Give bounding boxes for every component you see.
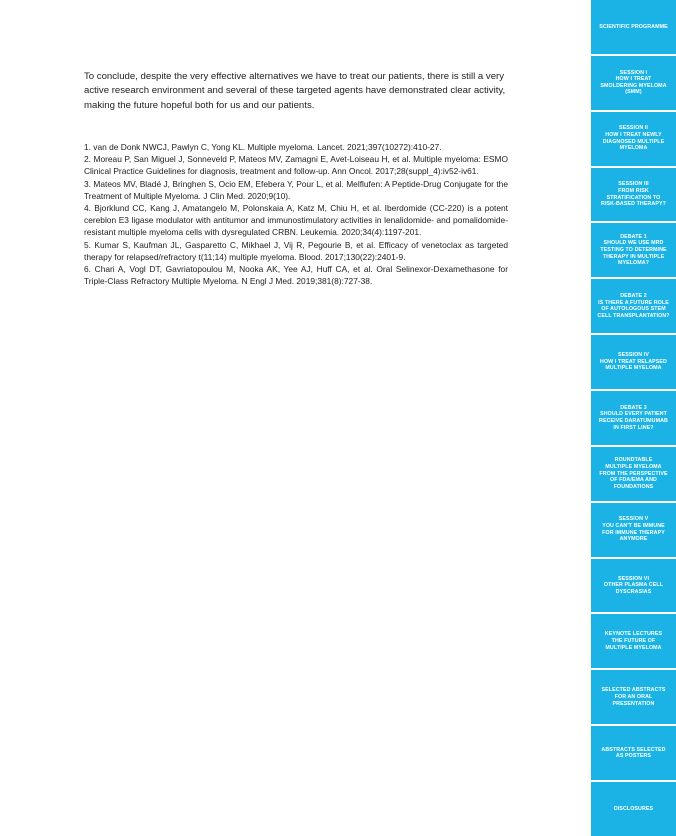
nav-roundtable[interactable]: ROUNDTABLE MULTIPLE MYELOMA FROM THE PERSPECTIVE OF FDA/EMA AND FOUNDATIONS xyxy=(591,447,676,501)
reference-item: 6. Chari A, Vogl DT, Gavriatopoulou M, Nooka AK, Yee AJ, Huff CA, et al. Oral Selinexor-Dexamethasone for Triple-Class Refractory Multiple Myeloma. N Engl J Med. 2019;381(8):727-38. xyxy=(84,263,508,287)
reference-item: 1. van de Donk NWCJ, Pawlyn C, Yong KL. Multiple myeloma. Lancet. 2021;397(10272):410-27. xyxy=(84,141,442,152)
nav-session-2[interactable]: SESSION II HOW I TREAT NEWLY DIAGNOSED MULTIPLE MYELOMA xyxy=(591,112,676,166)
nav-abstracts-posters[interactable]: ABSTRACTS SELECTED AS POSTERS xyxy=(591,726,676,780)
nav-session-3[interactable]: SESSION III FROM RISK STRATIFICATION TO RISK-BASED THERAPY? xyxy=(591,168,676,222)
nav-scientific-programme[interactable]: SCIENTIFIC PROGRAMME xyxy=(591,0,676,54)
reference-list xyxy=(84,141,508,287)
page-body xyxy=(84,70,508,287)
nav-disclosures[interactable]: DISCLOSURES xyxy=(591,782,676,836)
programme-sidebar xyxy=(591,0,676,836)
conclusion-paragraph: To conclude, despite the very effective alternatives we have to treat our patients, there is still a very active research environment and several of these targeted agents have demonstrated clear activity, making the future hopeful both for us and our patients. xyxy=(84,71,506,111)
nav-session-6[interactable]: SESSION VI OTHER PLASMA CELL DYSCRASIAS xyxy=(591,559,676,613)
nav-debate-1[interactable]: DEBATE 1 SHOULD WE USE MRD TESTING TO DETERMINE THERAPY IN MULTIPLE MYELOMA? xyxy=(591,223,676,277)
nav-debate-3[interactable]: DEBATE 3 SHOULD EVERY PATIENT RECEIVE DARATUMUMAB IN FIRST LINE? xyxy=(591,391,676,445)
nav-session-5[interactable]: SESSION V YOU CAN'T BE IMMUNE FOR IMMUNE THERAPY ANYMORE xyxy=(591,503,676,557)
reference-item: 5. Kumar S, Kaufman JL, Gasparetto C, Mikhael J, Vij R, Pegourie B, et al. Efficacy of venetoclax as targeted therapy for relapsed/refractory t(11;14) multiple myeloma. Blood. 2017;130(22):2401-9. xyxy=(84,239,508,262)
nav-keynote-lectures[interactable]: KEYNOTE LECTURES THE FUTURE OF MULTIPLE MYELOMA xyxy=(591,614,676,668)
reference-item: 3. Mateos MV, Bladé J, Bringhen S, Ocio EM, Efebera Y, Pour L, et al. Melflufen: A Peptide-Drug Conjugate for the Treatment of Multiple Myeloma. J Clin Med. 2020;9(10). xyxy=(84,178,508,201)
reference-item: 4. Bjorklund CC, Kang J, Amatangelo M, Polonskaia A, Katz M, Chiu H, et al. Iberdomide (CC-220) is a potent cereblon E3 ligase modulator with antitumor and immunostimulatory activities in lenalidomide- and pomalidomide-resistant multiple myeloma cells with dysregulated CRBN. Leukemia. 2020;34(4):1197-201. xyxy=(84,202,508,238)
nav-debate-2[interactable]: DEBATE 2 IS THERE A FUTURE ROLE OF AUTOLOGOUS STEM CELL TRANSPLANTATION? xyxy=(591,279,676,333)
reference-item: 2. Moreau P, San Miguel J, Sonneveld P, Mateos MV, Zamagni E, Avet-Loiseau H, et al. Multiple myeloma: ESMO Clinical Practice Guidelines for diagnosis, treatment and follow-up. Ann Oncol. 2017;28(suppl_4):iv52-iv61. xyxy=(84,154,508,177)
nav-session-4[interactable]: SESSION IV HOW I TREAT RELAPSED MULTIPLE MYELOMA xyxy=(591,335,676,389)
nav-session-1[interactable]: SESSION I HOW I TREAT SMOLDERING MYELOMA (SMM) xyxy=(591,56,676,110)
nav-selected-abstracts-oral[interactable]: SELECTED ABSTRACTS FOR AN ORAL PRESENTATION xyxy=(591,670,676,724)
